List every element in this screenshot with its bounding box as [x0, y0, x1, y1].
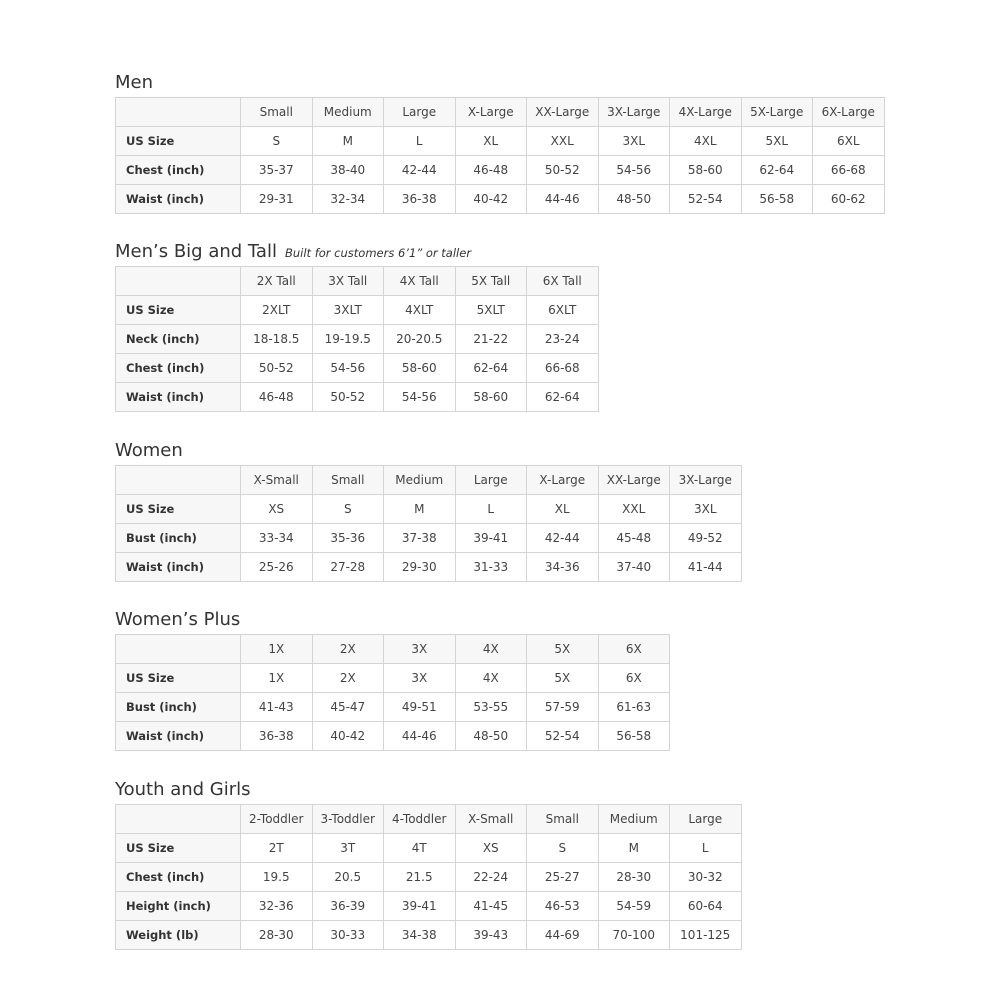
- column-header: XX-Large: [598, 466, 670, 495]
- column-header: Medium: [598, 805, 670, 834]
- table-cell: 3T: [312, 834, 384, 863]
- row-label: US Size: [116, 664, 241, 693]
- table-cell: 50-52: [241, 354, 313, 383]
- table-cell: 54-59: [598, 892, 670, 921]
- column-header: 5X Tall: [455, 267, 527, 296]
- table-header-row: [116, 805, 742, 834]
- table-cell: 6XL: [813, 127, 885, 156]
- column-header: Large: [670, 805, 742, 834]
- row-label: Waist (inch): [116, 722, 241, 751]
- table-cell: 30-32: [670, 863, 742, 892]
- table-cell: 49-52: [670, 524, 742, 553]
- table-cell: 42-44: [384, 156, 456, 185]
- table-cell: 2T: [241, 834, 313, 863]
- table-row: [116, 325, 599, 354]
- row-label: US Size: [116, 495, 241, 524]
- column-header: 4-Toddler: [384, 805, 456, 834]
- table-cell: 5XL: [741, 127, 813, 156]
- column-header: 3-Toddler: [312, 805, 384, 834]
- table-cell: 21-22: [455, 325, 527, 354]
- table-row: [116, 921, 742, 950]
- size-table: [115, 465, 742, 582]
- section-title-text: Men’s Big and Tall: [115, 241, 277, 262]
- table-cell: 46-53: [527, 892, 599, 921]
- table-cell: 25-26: [241, 553, 313, 582]
- row-label: Waist (inch): [116, 383, 241, 412]
- table-cell: L: [455, 495, 527, 524]
- table-cell: M: [312, 127, 384, 156]
- table-cell: 49-51: [384, 693, 456, 722]
- table-cell: 58-60: [455, 383, 527, 412]
- section-title-text: Women: [115, 440, 183, 461]
- table-cell: 37-40: [598, 553, 670, 582]
- table-cell: 4XL: [670, 127, 742, 156]
- table-cell: 36-38: [384, 185, 456, 214]
- column-header: Large: [384, 98, 456, 127]
- table-cell: 19-19.5: [312, 325, 384, 354]
- section-title: [115, 72, 885, 94]
- row-label: Bust (inch): [116, 693, 241, 722]
- table-cell: 4XLT: [384, 296, 456, 325]
- size-table: [115, 97, 885, 214]
- table-cell: 6X: [598, 664, 670, 693]
- table-cell: 30-33: [312, 921, 384, 950]
- section-title: [115, 440, 742, 462]
- table-cell: XL: [455, 127, 527, 156]
- table-cell: 21.5: [384, 863, 456, 892]
- column-header: 5X-Large: [741, 98, 813, 127]
- column-header: 6X Tall: [527, 267, 599, 296]
- section-title: [115, 779, 742, 801]
- table-cell: 31-33: [455, 553, 527, 582]
- table-cell: 101-125: [670, 921, 742, 950]
- table-cell: XXL: [527, 127, 599, 156]
- table-cell: 40-42: [455, 185, 527, 214]
- size-table: [115, 804, 742, 950]
- table-cell: 66-68: [527, 354, 599, 383]
- table-cell: 66-68: [813, 156, 885, 185]
- table-cell: 3X: [384, 664, 456, 693]
- table-cell: M: [598, 834, 670, 863]
- table-cell: 38-40: [312, 156, 384, 185]
- column-header: 2X: [312, 635, 384, 664]
- table-cell: 40-42: [312, 722, 384, 751]
- table-cell: 62-64: [527, 383, 599, 412]
- table-cell: M: [384, 495, 456, 524]
- table-cell: 28-30: [598, 863, 670, 892]
- table-cell: 20-20.5: [384, 325, 456, 354]
- table-cell: 32-36: [241, 892, 313, 921]
- table-cell: 29-30: [384, 553, 456, 582]
- table-header-row: [116, 98, 885, 127]
- table-row: [116, 892, 742, 921]
- table-cell: 52-54: [670, 185, 742, 214]
- table-cell: 29-31: [241, 185, 313, 214]
- row-label: Weight (lb): [116, 921, 241, 950]
- table-cell: 37-38: [384, 524, 456, 553]
- table-row: [116, 296, 599, 325]
- table-cell: 41-43: [241, 693, 313, 722]
- size-table: [115, 266, 599, 412]
- table-cell: 53-55: [455, 693, 527, 722]
- table-row: [116, 722, 670, 751]
- table-cell: XS: [241, 495, 313, 524]
- table-cell: 4T: [384, 834, 456, 863]
- table-cell: 34-38: [384, 921, 456, 950]
- row-label: Chest (inch): [116, 354, 241, 383]
- size-section: [115, 241, 599, 412]
- column-header: Medium: [312, 98, 384, 127]
- table-header-row: [116, 466, 742, 495]
- size-table: [115, 634, 670, 751]
- table-cell: 70-100: [598, 921, 670, 950]
- size-section: [115, 72, 885, 214]
- column-header: 6X-Large: [813, 98, 885, 127]
- table-row: [116, 127, 885, 156]
- table-cell: 50-52: [312, 383, 384, 412]
- table-cell: 23-24: [527, 325, 599, 354]
- row-label: Height (inch): [116, 892, 241, 921]
- column-header: Small: [527, 805, 599, 834]
- section-title-text: Women’s Plus: [115, 609, 241, 630]
- table-cell: 18-18.5: [241, 325, 313, 354]
- table-row: [116, 834, 742, 863]
- table-cell: 48-50: [455, 722, 527, 751]
- table-cell: 61-63: [598, 693, 670, 722]
- table-cell: 48-50: [598, 185, 670, 214]
- table-cell: S: [527, 834, 599, 863]
- table-row: [116, 354, 599, 383]
- table-cell: 46-48: [241, 383, 313, 412]
- table-cell: 22-24: [455, 863, 527, 892]
- table-cell: 45-47: [312, 693, 384, 722]
- table-cell: 57-59: [527, 693, 599, 722]
- table-cell: 1X: [241, 664, 313, 693]
- table-cell: 58-60: [384, 354, 456, 383]
- table-cell: 19.5: [241, 863, 313, 892]
- table-cell: 62-64: [455, 354, 527, 383]
- column-header: 4X Tall: [384, 267, 456, 296]
- table-cell: XL: [527, 495, 599, 524]
- table-cell: 25-27: [527, 863, 599, 892]
- table-cell: 33-34: [241, 524, 313, 553]
- table-cell: 28-30: [241, 921, 313, 950]
- table-cell: 4X: [455, 664, 527, 693]
- table-cell: 39-43: [455, 921, 527, 950]
- section-note: Built for customers 6’1” or taller: [284, 246, 472, 260]
- table-cell: 56-58: [741, 185, 813, 214]
- row-label: Waist (inch): [116, 553, 241, 582]
- table-row: [116, 553, 742, 582]
- column-header: 6X: [598, 635, 670, 664]
- table-cell: 32-34: [312, 185, 384, 214]
- table-cell: S: [312, 495, 384, 524]
- column-header: 1X: [241, 635, 313, 664]
- table-cell: 5X: [527, 664, 599, 693]
- table-cell: 2X: [312, 664, 384, 693]
- table-cell: 35-37: [241, 156, 313, 185]
- row-label: US Size: [116, 127, 241, 156]
- table-row: [116, 156, 885, 185]
- table-cell: S: [241, 127, 313, 156]
- table-row: [116, 863, 742, 892]
- column-header: 4X-Large: [670, 98, 742, 127]
- table-row: [116, 693, 670, 722]
- table-cell: 41-44: [670, 553, 742, 582]
- table-cell: 39-41: [455, 524, 527, 553]
- header-corner-cell: [116, 267, 241, 296]
- table-cell: 50-52: [527, 156, 599, 185]
- table-cell: 56-58: [598, 722, 670, 751]
- table-cell: 62-64: [741, 156, 813, 185]
- table-header-row: [116, 267, 599, 296]
- column-header: Medium: [384, 466, 456, 495]
- column-header: 3X-Large: [598, 98, 670, 127]
- table-cell: 35-36: [312, 524, 384, 553]
- table-cell: L: [384, 127, 456, 156]
- row-label: Chest (inch): [116, 863, 241, 892]
- table-cell: 58-60: [670, 156, 742, 185]
- section-title: [115, 241, 599, 263]
- table-cell: 3XLT: [312, 296, 384, 325]
- table-cell: 3XL: [670, 495, 742, 524]
- size-section: [115, 609, 670, 751]
- column-header: X-Small: [241, 466, 313, 495]
- table-cell: 60-64: [670, 892, 742, 921]
- column-header: 3X Tall: [312, 267, 384, 296]
- row-label: Chest (inch): [116, 156, 241, 185]
- column-header: X-Large: [455, 98, 527, 127]
- table-cell: 36-38: [241, 722, 313, 751]
- column-header: 3X: [384, 635, 456, 664]
- row-label: US Size: [116, 834, 241, 863]
- table-cell: 45-48: [598, 524, 670, 553]
- table-cell: 6XLT: [527, 296, 599, 325]
- row-label: US Size: [116, 296, 241, 325]
- table-row: [116, 664, 670, 693]
- section-title: [115, 609, 670, 631]
- column-header: 3X-Large: [670, 466, 742, 495]
- table-row: [116, 383, 599, 412]
- column-header: Small: [312, 466, 384, 495]
- table-row: [116, 185, 885, 214]
- table-cell: 20.5: [312, 863, 384, 892]
- header-corner-cell: [116, 635, 241, 664]
- header-corner-cell: [116, 98, 241, 127]
- table-cell: 3XL: [598, 127, 670, 156]
- column-header: 2X Tall: [241, 267, 313, 296]
- section-title-text: Youth and Girls: [115, 779, 251, 800]
- column-header: 2-Toddler: [241, 805, 313, 834]
- table-cell: 44-46: [384, 722, 456, 751]
- table-cell: 44-69: [527, 921, 599, 950]
- size-section: [115, 779, 742, 950]
- column-header: 5X: [527, 635, 599, 664]
- column-header: Small: [241, 98, 313, 127]
- header-corner-cell: [116, 805, 241, 834]
- table-cell: 42-44: [527, 524, 599, 553]
- table-cell: XXL: [598, 495, 670, 524]
- column-header: XX-Large: [527, 98, 599, 127]
- table-cell: 36-39: [312, 892, 384, 921]
- table-cell: 46-48: [455, 156, 527, 185]
- table-cell: 39-41: [384, 892, 456, 921]
- column-header: Large: [455, 466, 527, 495]
- size-section: [115, 440, 742, 582]
- section-title-text: Men: [115, 72, 154, 93]
- table-cell: 41-45: [455, 892, 527, 921]
- row-label: Neck (inch): [116, 325, 241, 354]
- table-cell: 52-54: [527, 722, 599, 751]
- row-label: Bust (inch): [116, 524, 241, 553]
- table-cell: 54-56: [598, 156, 670, 185]
- column-header: X-Small: [455, 805, 527, 834]
- table-cell: 60-62: [813, 185, 885, 214]
- table-cell: 27-28: [312, 553, 384, 582]
- table-cell: 54-56: [312, 354, 384, 383]
- header-corner-cell: [116, 466, 241, 495]
- table-cell: L: [670, 834, 742, 863]
- table-row: [116, 495, 742, 524]
- table-cell: 54-56: [384, 383, 456, 412]
- table-cell: XS: [455, 834, 527, 863]
- column-header: 4X: [455, 635, 527, 664]
- table-cell: 34-36: [527, 553, 599, 582]
- table-cell: 2XLT: [241, 296, 313, 325]
- table-cell: 44-46: [527, 185, 599, 214]
- table-row: [116, 524, 742, 553]
- table-header-row: [116, 635, 670, 664]
- table-cell: 5XLT: [455, 296, 527, 325]
- column-header: X-Large: [527, 466, 599, 495]
- row-label: Waist (inch): [116, 185, 241, 214]
